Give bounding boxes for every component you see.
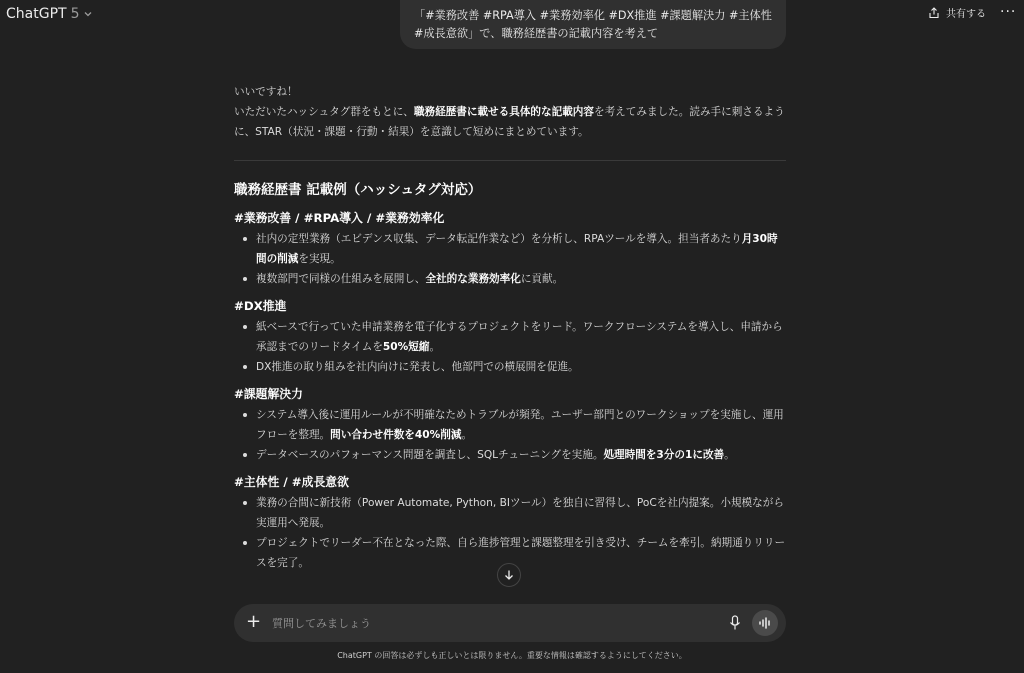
section-heading: #課題解決力: [234, 387, 303, 401]
list-item: [234, 445, 786, 465]
list-item-text-bold: 50%短縮: [382, 341, 430, 353]
scroll-down-button[interactable]: [497, 563, 521, 587]
list-item-text-pre: 複数部門で同様の仕組みを展開し、: [256, 273, 426, 285]
list-item-text-post: に貢献。: [520, 273, 564, 285]
user-message: 「#業務改善 #RPA導入 #業務効率化 #DX推進 #課題解決力 #主体性 #成長意欲」で、職務経歴書の記載内容を考えて: [400, 0, 786, 49]
intro-text-a: いただいたハッシュタグ群をもとに、: [234, 106, 414, 118]
bullet-list: [234, 229, 786, 289]
plus-icon[interactable]: +: [246, 611, 262, 632]
more-options-button[interactable]: ···: [1000, 4, 1017, 20]
list-item-text-pre: システム導入後に運用ルールが不明確なためトラブルが頻発。ユーザー部門とのワークショップを実施し、運用フローを整理。: [256, 409, 784, 441]
list-item-text-pre: プロジェクトでリーダー不在となった際、自ら進捗管理と課題整理を引き受け、チームを牽引。納期通りリリースを完了。: [256, 537, 786, 569]
share-button[interactable]: [928, 5, 986, 20]
section-heading: #業務改善 / #RPA導入 / #業務効率化: [234, 211, 445, 225]
list-item-text-pre: 社内の定型業務（エビデンス収集、データ転記作業など）を分析し、RPAツールを導入。担当者あたり: [256, 233, 742, 245]
list-item: [234, 269, 786, 289]
list-item: [234, 317, 786, 357]
list-item-text-bold: 月30時間の削減: [256, 233, 778, 265]
list-item-text-pre: DX推進の取り組みを社内向けに発表し、他部門での横展開を促進。: [256, 361, 579, 373]
list-item-text-post: 。: [724, 449, 735, 461]
section-heading: #DX推進: [234, 299, 287, 313]
response-intro: [234, 102, 786, 142]
list-item: [234, 229, 786, 269]
list-item-text-pre: 紙ベースで行っていた申請業務を電子化するプロジェクトをリード。ワークフローシステムを導入し、申請から承認までのリードタイムを: [256, 321, 783, 353]
section-heading: #主体性 / #成長意欲: [234, 475, 349, 489]
intro-text-bold: 職務経歴書に載せる具体的な記載内容: [413, 106, 594, 118]
list-item-text-bold: 処理時間を3分の1に改善: [603, 449, 725, 461]
response-greeting: いいですね！: [234, 86, 298, 98]
list-item-text-post: 。: [461, 429, 473, 441]
disclaimer: ChatGPT の回答は必ずしも正しいとは限りません。重要な情報は確認するようにしてください。: [337, 651, 687, 660]
divider: [234, 160, 786, 161]
list-item: [234, 357, 786, 377]
list-item-text-bold: 問い合わせ件数を40%削減: [330, 429, 462, 441]
list-item-text-pre: データベースのパフォーマンス問題を調査し、SQLチューニングを実施。: [256, 449, 604, 461]
bullet-list: [234, 493, 786, 573]
voice-mode-button[interactable]: [752, 610, 778, 636]
sections: [234, 208, 786, 573]
list-item-text-post: 。: [429, 341, 441, 353]
composer: [234, 604, 786, 642]
list-item: [234, 405, 786, 445]
bullet-list: [234, 405, 786, 465]
model-selector[interactable]: [6, 6, 93, 22]
intro-text-b: を考えてみました。読み手に刺さるように、STAR（状況・課題・行動・結果）を意識して短めにまとめています。: [234, 106, 785, 138]
arrow-down-icon: [503, 569, 515, 581]
microphone-icon[interactable]: [728, 615, 742, 631]
response-title: 職務経歴書 記載例（ハッシュタグ対応）: [234, 182, 482, 198]
share-label: 共有する: [946, 9, 986, 20]
list-item-text-pre: 業務の合間に新技術（Power Automate, Python, BIツール）を独自に習得し、PoCを社内提案。小規模ながら実運用へ発展。: [256, 497, 784, 529]
list-item: [234, 493, 786, 533]
list-item-text-post: を実現。: [298, 253, 341, 265]
bullet-list: [234, 317, 786, 377]
prompt-input[interactable]: [272, 614, 712, 632]
model-name: ChatGPT: [6, 6, 67, 22]
assistant-response: [234, 80, 786, 573]
list-item-text-bold: 全社的な業務効率化: [425, 273, 521, 285]
share-icon: [928, 7, 940, 19]
chevron-down-icon: [83, 9, 93, 19]
voice-mode-icon: [758, 617, 772, 629]
model-version: 5: [70, 6, 80, 22]
